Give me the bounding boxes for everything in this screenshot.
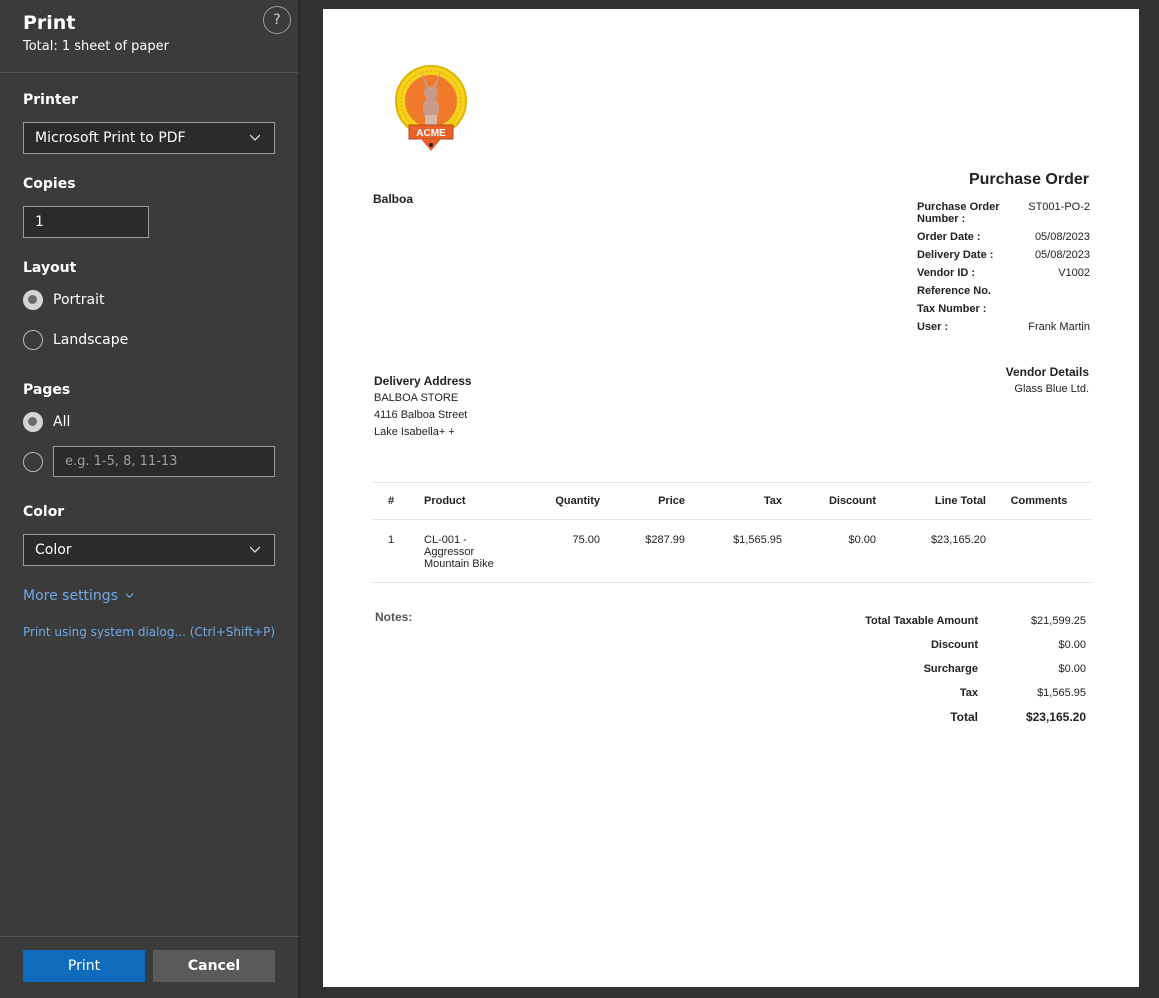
- acme-logo: [393, 63, 469, 155]
- meta-row: [917, 201, 1090, 225]
- copies-label: Copies: [23, 176, 76, 192]
- col-header: Product: [410, 483, 510, 520]
- meta-key: Vendor ID :: [917, 267, 976, 279]
- totals-block: [843, 609, 1093, 729]
- vendor-details: [1006, 364, 1089, 398]
- meta-value: [1020, 303, 1090, 315]
- meta-row: [917, 321, 1090, 333]
- portrait-radio[interactable]: [23, 290, 43, 310]
- document-title: Purchase Order: [968, 171, 1089, 188]
- pages-label: Pages: [23, 382, 71, 398]
- total-key: Discount: [930, 639, 978, 651]
- col-header: Line Total: [876, 483, 986, 520]
- total-row: [843, 681, 1093, 705]
- col-header: Tax: [685, 483, 782, 520]
- col-header: Price: [600, 483, 685, 520]
- color-label: Color: [23, 504, 65, 520]
- delivery-line: 4116 Balboa Street: [374, 409, 468, 421]
- col-header: Comments: [986, 483, 1092, 520]
- pages-custom-option[interactable]: [23, 452, 43, 472]
- portrait-label: Portrait: [53, 292, 105, 308]
- company-name: Balboa: [373, 192, 414, 206]
- meta-value: V1002: [1058, 267, 1090, 279]
- total-key: Total Taxable Amount: [865, 615, 978, 627]
- pages-all-label: All: [53, 414, 71, 430]
- meta-value: 05/08/2023: [1034, 231, 1090, 243]
- meta-key: Tax Number :: [917, 303, 987, 315]
- delivery-line: Lake Isabella+ +: [374, 426, 455, 438]
- total-value: $0.00: [1058, 663, 1086, 675]
- vendor-heading: Vendor Details: [1005, 365, 1089, 379]
- total-value: $21,599.25: [1030, 615, 1086, 627]
- chevron-down-icon: [250, 544, 260, 554]
- printer-value: Microsoft Print to PDF: [35, 130, 186, 146]
- pages-all-radio[interactable]: [23, 412, 43, 432]
- page-range-input[interactable]: e.g. 1-5, 8, 11-13: [53, 446, 275, 477]
- meta-value: 05/08/2023: [1034, 249, 1090, 261]
- more-settings-label: More settings: [23, 588, 118, 604]
- panel-title: Print: [23, 12, 76, 34]
- document-page: [323, 9, 1139, 987]
- panel-footer: [0, 936, 299, 998]
- chevron-down-icon: [250, 132, 260, 142]
- total-row: [843, 657, 1093, 681]
- cancel-button[interactable]: Cancel: [153, 950, 275, 982]
- vendor-name: Glass Blue Ltd.: [1014, 383, 1089, 395]
- meta-row: [917, 285, 1090, 297]
- system-dialog-link[interactable]: Print using system dialog... (Ctrl+Shift+P): [23, 625, 276, 639]
- cell: $0.00: [782, 520, 876, 583]
- table-row: [372, 520, 1092, 583]
- color-value: Color: [35, 542, 72, 558]
- total-row: [843, 609, 1093, 633]
- landscape-label: Landscape: [53, 332, 129, 348]
- meta-value: ST001-PO-2: [1028, 201, 1090, 213]
- more-settings-link[interactable]: [23, 588, 134, 604]
- panel-header: [0, 0, 298, 73]
- cell: $287.99: [600, 520, 685, 583]
- col-header: #: [372, 483, 410, 520]
- grand-total-row: [843, 705, 1093, 729]
- cell: [986, 520, 1092, 583]
- meta-key: Delivery Date :: [917, 249, 994, 261]
- line-items-table: [372, 482, 1092, 583]
- meta-row: [917, 267, 1090, 279]
- col-header: Discount: [782, 483, 876, 520]
- cell: CL-001 - Aggressor Mountain Bike: [410, 520, 510, 583]
- total-value: $0.00: [1058, 639, 1086, 651]
- meta-value: [1020, 285, 1090, 297]
- col-header: Quantity: [510, 483, 600, 520]
- meta-row: [917, 303, 1090, 315]
- color-select[interactable]: [23, 534, 275, 566]
- meta-key: Reference No.: [917, 285, 991, 297]
- print-button[interactable]: Print: [23, 950, 145, 982]
- total-key: Total: [950, 710, 978, 724]
- meta-key: Order Date :: [917, 231, 981, 243]
- meta-row: [917, 249, 1090, 261]
- landscape-radio[interactable]: [23, 330, 43, 350]
- printer-select[interactable]: [23, 122, 275, 154]
- pages-custom-radio[interactable]: [23, 452, 43, 472]
- total-value: $23,165.20: [1025, 710, 1086, 724]
- delivery-line: BALBOA STORE: [374, 392, 459, 404]
- table-header-row: [372, 483, 1092, 520]
- total-row: [843, 633, 1093, 657]
- cell: 1: [372, 520, 410, 583]
- cell: 75.00: [510, 520, 600, 583]
- layout-portrait-option[interactable]: [23, 290, 104, 310]
- pages-all-option[interactable]: [23, 412, 70, 432]
- meta-key: Purchase Order Number :: [917, 201, 1000, 225]
- chevron-down-icon: [125, 591, 134, 600]
- sheet-count: Total: 1 sheet of paper: [23, 39, 169, 54]
- total-value: $1,565.95: [1037, 687, 1086, 699]
- total-key: Tax: [959, 687, 978, 699]
- help-icon[interactable]: ?: [263, 6, 291, 34]
- meta-key: User :: [917, 321, 949, 333]
- delivery-address: [374, 373, 472, 441]
- delivery-heading: Delivery Address: [374, 374, 472, 388]
- layout-label: Layout: [23, 260, 77, 276]
- cell: $1,565.95: [685, 520, 782, 583]
- svg-text:ACME: ACME: [416, 128, 446, 139]
- notes-label: Notes:: [375, 610, 413, 624]
- meta-value: Frank Martin: [1028, 321, 1090, 333]
- layout-landscape-option[interactable]: [23, 330, 128, 350]
- printer-label: Printer: [23, 92, 79, 108]
- meta-row: [917, 231, 1090, 243]
- copies-input[interactable]: 1: [23, 206, 149, 238]
- total-key: Surcharge: [923, 663, 978, 675]
- order-meta: [917, 201, 1090, 339]
- print-settings-panel: [0, 0, 299, 998]
- cell: $23,165.20: [876, 520, 986, 583]
